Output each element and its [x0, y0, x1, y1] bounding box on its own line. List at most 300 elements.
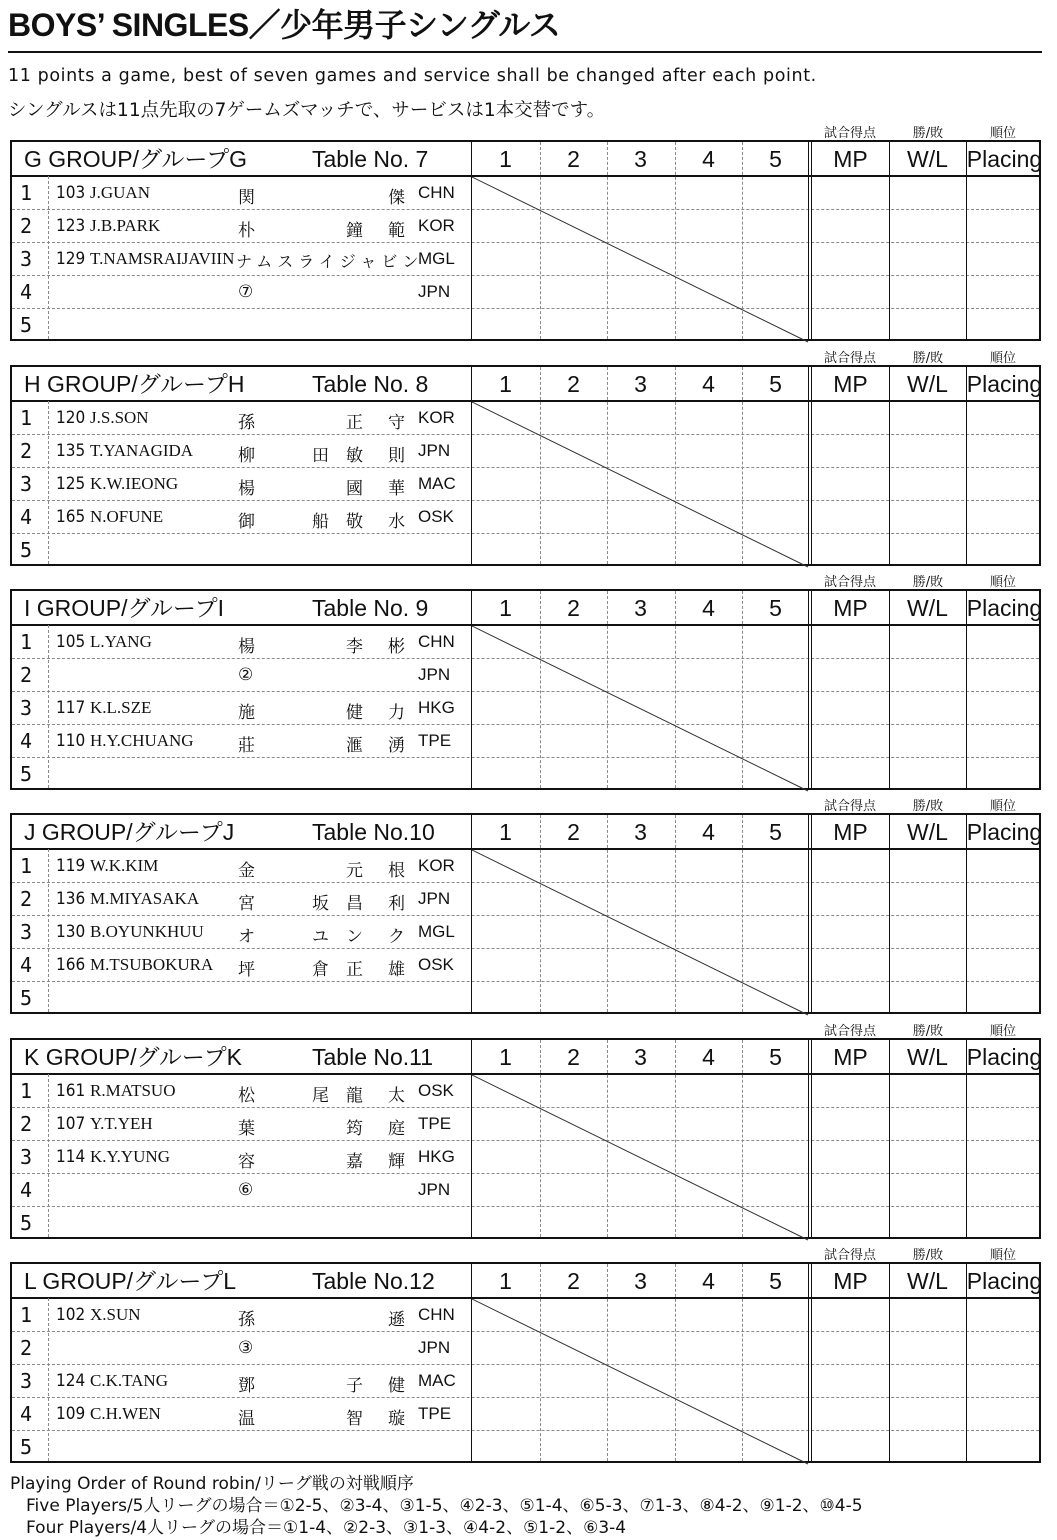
- caption-wl: 勝/敗: [912, 126, 944, 141]
- row-number: 1: [20, 854, 33, 878]
- entry-number: 103: [56, 183, 86, 203]
- player-name-kanji: 滙: [346, 736, 363, 756]
- diagonal-line: [472, 850, 808, 1015]
- player-name-kanji: 正: [346, 960, 363, 980]
- result-column-divider: [889, 1040, 890, 1237]
- game-column-header: 2: [567, 595, 580, 621]
- group-table: [10, 813, 1041, 1014]
- country-code: OSK: [418, 955, 454, 974]
- player-name: J.B.PARK: [90, 216, 161, 235]
- row-number: 1: [20, 1079, 33, 1103]
- player-name-kanji: 船: [312, 512, 329, 532]
- caption-wl: 勝/敗: [912, 1024, 944, 1039]
- result-column-divider: [889, 815, 890, 1012]
- country-code: MAC: [418, 1371, 456, 1390]
- player-row: [12, 1364, 472, 1397]
- country-code: JPN: [418, 889, 451, 908]
- row-number: 5: [20, 538, 33, 562]
- result-column-divider: [966, 142, 967, 339]
- placing-column-header: Placing: [966, 146, 1043, 172]
- group-table: [10, 1038, 1041, 1239]
- row-number: 2: [20, 439, 33, 463]
- row-number: 1: [20, 406, 33, 430]
- group-block: [0, 1242, 1057, 1466]
- caption-place: 順位: [989, 799, 1016, 814]
- group-table: [10, 1262, 1041, 1463]
- player-row: [12, 467, 472, 500]
- player-row: [12, 1173, 472, 1206]
- player-name-kanji: 太: [388, 1086, 405, 1106]
- player-name-kanji: 遜: [388, 1310, 405, 1330]
- player-name-kanji: 華: [388, 479, 405, 499]
- player-name-kanji: 國: [346, 479, 363, 499]
- row-number: 4: [20, 280, 33, 304]
- player-name-kanji: 傑: [388, 188, 405, 208]
- playing-order-footer: [10, 1473, 863, 1539]
- player-name-kanji: 御: [238, 512, 255, 532]
- group-table: [10, 365, 1041, 566]
- row-number: 1: [20, 181, 33, 205]
- player-row: [12, 434, 472, 467]
- player-name-kanji: 孫: [238, 1310, 255, 1330]
- game-column-header: 1: [499, 146, 512, 172]
- country-code: CHN: [418, 632, 455, 651]
- player-name-kanji: ⑥: [238, 1180, 254, 1200]
- game-column-header: 4: [702, 1044, 715, 1070]
- player-name-kanji: 庭: [388, 1119, 405, 1139]
- diagonal-strike: [472, 177, 809, 343]
- player-name: B.OYUNKHUU: [90, 922, 204, 941]
- player-row: [12, 1140, 472, 1173]
- game-column-header: 1: [499, 595, 512, 621]
- country-code: JPN: [418, 282, 451, 301]
- player-row: [12, 209, 472, 242]
- caption-place: 順位: [989, 1248, 1016, 1263]
- entry-number: 136: [56, 889, 86, 909]
- row-number: 3: [20, 1369, 33, 1393]
- page-title: BOYS’ SINGLES／少年男子シングルス: [8, 7, 561, 43]
- entry-number: 130: [56, 922, 86, 942]
- player-row: [12, 308, 472, 341]
- placing-column-header: Placing: [966, 371, 1043, 397]
- placing-column-header: Placing: [966, 1268, 1043, 1294]
- player-name-kanji: 鐘: [346, 221, 363, 241]
- player-name-kanji: 璇: [388, 1409, 405, 1429]
- game-column-header: 5: [769, 819, 782, 845]
- country-code: TPE: [418, 1114, 452, 1133]
- player-row: [12, 849, 472, 882]
- country-code: CHN: [418, 183, 455, 202]
- caption-place: 順位: [989, 351, 1016, 366]
- group-label: I GROUP/グループI: [24, 595, 225, 621]
- game-column-header: 3: [634, 371, 647, 397]
- entry-number: 114: [56, 1147, 86, 1167]
- five-player-order: Five Players/5人リーグの場合＝①2-5、②3-4、③1-5、④2-3、⑤1-4、⑥5-3、⑦1-3、⑧4-2、⑨1-2、⑩4-5: [26, 1496, 863, 1516]
- game-column-header: 2: [567, 371, 580, 397]
- entry-number: 165: [56, 507, 86, 527]
- table-number: Table No.12: [312, 1268, 435, 1294]
- country-code: HKG: [418, 698, 455, 717]
- entry-number: 119: [56, 856, 86, 876]
- entry-number: 107: [56, 1114, 86, 1134]
- mp-column-header: MP: [833, 595, 868, 621]
- group-block: [0, 1018, 1057, 1242]
- player-name: W.K.KIM: [90, 856, 159, 875]
- player-row: [12, 176, 472, 209]
- caption-mp: 試合得点: [823, 351, 876, 366]
- row-number: 3: [20, 696, 33, 720]
- game-column-header: 1: [499, 371, 512, 397]
- player-name: K.Y.YUNG: [90, 1147, 170, 1166]
- playing-order-heading: Playing Order of Round robin/リーグ戦の対戦順序: [10, 1474, 414, 1494]
- game-column-header: 3: [634, 595, 647, 621]
- mp-column-header: MP: [833, 819, 868, 845]
- mp-column-header: MP: [833, 1268, 868, 1294]
- game-column-header: 2: [567, 146, 580, 172]
- country-code: JPN: [418, 1180, 451, 1199]
- country-code: TPE: [418, 731, 452, 750]
- diagonal-line: [472, 1299, 808, 1464]
- country-code: KOR: [418, 856, 455, 875]
- group-block: [0, 793, 1057, 1017]
- game-column-header: 3: [634, 1044, 647, 1070]
- diagonal-strike: [472, 1299, 809, 1465]
- result-column-divider: [966, 591, 967, 788]
- entry-number: 161: [56, 1081, 86, 1101]
- entry-number: 117: [56, 698, 86, 718]
- country-code: KOR: [418, 216, 455, 235]
- placing-column-header: Placing: [966, 819, 1043, 845]
- player-name-kanji: 楊: [238, 637, 255, 657]
- game-column-header: 5: [769, 1268, 782, 1294]
- player-name: X.SUN: [90, 1305, 141, 1324]
- diagonal-line: [472, 626, 808, 791]
- player-name-kanji: 筠: [346, 1119, 363, 1139]
- player-name-kanji: 朴: [238, 221, 255, 241]
- placing-column-header: Placing: [966, 1044, 1043, 1070]
- group-label: K GROUP/グループK: [24, 1044, 242, 1070]
- entry-number: 109: [56, 1404, 86, 1424]
- country-code: JPN: [418, 1338, 451, 1357]
- player-name-kanji: ⑦: [238, 282, 254, 302]
- player-name-kanji: 則: [388, 446, 405, 466]
- game-column-header: 5: [769, 146, 782, 172]
- game-column-header: 4: [702, 146, 715, 172]
- game-column-header: 2: [567, 819, 580, 845]
- player-row: [12, 1331, 472, 1364]
- game-column-header: 2: [567, 1044, 580, 1070]
- player-name: C.K.TANG: [90, 1371, 168, 1390]
- row-number: 4: [20, 505, 33, 529]
- table-number: Table No. 8: [312, 371, 429, 397]
- game-column-header: 1: [499, 1044, 512, 1070]
- player-name: H.Y.CHUANG: [90, 731, 194, 750]
- player-name-kanji: ②: [238, 665, 254, 685]
- result-column-divider: [966, 815, 967, 1012]
- row-number: 2: [20, 663, 33, 687]
- player-name-kanji: 松: [238, 1086, 255, 1106]
- player-name-kanji: 正: [346, 413, 363, 433]
- player-name-kanji: 莊: [238, 736, 255, 756]
- caption-place: 順位: [989, 126, 1016, 141]
- player-name: J.S.SON: [90, 408, 149, 427]
- wl-column-header: W/L: [907, 146, 948, 172]
- result-column-divider: [889, 1264, 890, 1461]
- player-name-kanji: 智: [346, 1409, 363, 1429]
- caption-place: 順位: [989, 1024, 1016, 1039]
- diagonal-line: [472, 402, 808, 567]
- game-column-header: 4: [702, 1268, 715, 1294]
- result-column-divider: [966, 1264, 967, 1461]
- player-name: K.W.IEONG: [90, 474, 179, 493]
- row-number: 3: [20, 1145, 33, 1169]
- diagonal-strike: [472, 850, 809, 1016]
- country-code: HKG: [418, 1147, 455, 1166]
- player-name-kanji: 施: [238, 703, 255, 723]
- player-name-kanji: 関: [238, 188, 255, 208]
- table-number: Table No.11: [312, 1044, 434, 1070]
- game-column-header: 1: [499, 1268, 512, 1294]
- player-name-kanji: 子: [346, 1376, 363, 1396]
- result-column-divider: [966, 1040, 967, 1237]
- player-name-kanji: ③: [238, 1338, 254, 1358]
- result-column-divider: [889, 367, 890, 564]
- row-number: 5: [20, 313, 33, 337]
- country-code: CHN: [418, 1305, 455, 1324]
- player-name-kanji: 尾: [312, 1086, 329, 1106]
- player-row: [12, 275, 472, 308]
- game-column-header: 5: [769, 1044, 782, 1070]
- group-label: L GROUP/グループL: [24, 1268, 237, 1294]
- player-name-kanji: 健: [388, 1376, 405, 1396]
- player-name: K.L.SZE: [90, 698, 152, 717]
- player-name-kanji: 田: [312, 446, 329, 466]
- country-code: OSK: [418, 507, 454, 526]
- player-name-kanji: 力: [388, 703, 405, 723]
- diagonal-line: [472, 1075, 808, 1240]
- player-name: M.TSUBOKURA: [90, 955, 214, 974]
- result-column-divider: [889, 591, 890, 788]
- player-name-kanji: 柳: [238, 446, 255, 466]
- game-column-header: 5: [769, 595, 782, 621]
- group-label: J GROUP/グループJ: [24, 819, 235, 845]
- player-name: L.YANG: [90, 632, 152, 651]
- player-row: [12, 1430, 472, 1463]
- group-block: [0, 345, 1057, 569]
- player-row: [12, 981, 472, 1014]
- four-player-order: Four Players/4人リーグの場合＝①1-4、②2-3、③1-3、④4-2、⑤1-2、⑥3-4: [26, 1518, 627, 1538]
- player-name-kanji: 鄧: [238, 1376, 255, 1396]
- caption-wl: 勝/敗: [912, 799, 944, 814]
- player-row: [12, 948, 472, 981]
- player-name-kana: ナムスライジャビン: [236, 252, 424, 271]
- row-number: 4: [20, 1178, 33, 1202]
- row-number: 5: [20, 762, 33, 786]
- player-name: R.MATSUO: [90, 1081, 176, 1100]
- player-name-kanji: 敬: [346, 512, 363, 532]
- entry-number: 129: [56, 249, 86, 269]
- caption-mp: 試合得点: [823, 575, 876, 590]
- player-name-kanji: 嘉: [346, 1152, 363, 1172]
- player-name-kanji: ン: [346, 927, 363, 947]
- row-number: 2: [20, 1336, 33, 1360]
- player-name-kanji: 容: [238, 1152, 255, 1172]
- row-number: 2: [20, 214, 33, 238]
- player-name-kanji: 李: [346, 637, 363, 657]
- entry-number: 125: [56, 474, 86, 494]
- player-name: C.H.WEN: [90, 1404, 161, 1423]
- caption-place: 順位: [989, 575, 1016, 590]
- entry-number: 135: [56, 441, 86, 461]
- player-name-kanji: ユ: [312, 927, 329, 947]
- player-row: [12, 915, 472, 948]
- country-code: TPE: [418, 1404, 452, 1423]
- wl-column-header: W/L: [907, 819, 948, 845]
- player-row: [12, 882, 472, 915]
- player-name-kanji: 水: [388, 512, 405, 532]
- player-name-kanji: 湧: [388, 736, 405, 756]
- game-column-header: 3: [634, 1268, 647, 1294]
- entry-number: 110: [56, 731, 86, 751]
- diagonal-strike: [472, 402, 809, 568]
- country-code: MGL: [418, 922, 455, 941]
- group-label: H GROUP/グループH: [24, 371, 245, 397]
- player-name-kanji: 倉: [312, 960, 329, 980]
- game-column-header: 3: [634, 146, 647, 172]
- player-name-kanji: 敏: [346, 446, 363, 466]
- row-number: 5: [20, 1211, 33, 1235]
- country-code: OSK: [418, 1081, 454, 1100]
- player-name: Y.T.YEH: [90, 1114, 153, 1133]
- country-code: JPN: [418, 665, 451, 684]
- player-name-kanji: 坂: [312, 894, 329, 914]
- caption-mp: 試合得点: [823, 1248, 876, 1263]
- player-name: T.NAMSRAIJAVIIN: [90, 249, 235, 268]
- player-name-kanji: オ: [238, 927, 255, 947]
- row-number: 1: [20, 1303, 33, 1327]
- player-name: T.YANAGIDA: [90, 441, 194, 460]
- game-column-header: 4: [702, 819, 715, 845]
- mp-column-header: MP: [833, 146, 868, 172]
- caption-mp: 試合得点: [823, 1024, 876, 1039]
- player-row: [12, 533, 472, 566]
- player-row: [12, 1397, 472, 1430]
- player-row: [12, 658, 472, 691]
- row-number: 3: [20, 247, 33, 271]
- player-row: [12, 757, 472, 790]
- player-row: [12, 1074, 472, 1107]
- row-number: 2: [20, 887, 33, 911]
- game-column-header: 3: [634, 819, 647, 845]
- rules-text-english: 11 points a game, best of seven games and service shall be changed after each point.: [8, 66, 817, 86]
- player-row: [12, 1298, 472, 1331]
- result-column-divider: [889, 142, 890, 339]
- country-code: MAC: [418, 474, 456, 493]
- row-number: 3: [20, 920, 33, 944]
- mp-column-header: MP: [833, 371, 868, 397]
- mp-column-header: MP: [833, 1044, 868, 1070]
- player-row: [12, 724, 472, 757]
- player-name-kanji: 龍: [346, 1086, 363, 1106]
- player-name-kanji: 健: [346, 703, 363, 723]
- player-row: [12, 401, 472, 434]
- country-code: JPN: [418, 441, 451, 460]
- diagonal-strike: [472, 626, 809, 792]
- player-name-kanji: 利: [388, 894, 405, 914]
- player-row: [12, 1107, 472, 1140]
- caption-wl: 勝/敗: [912, 351, 944, 366]
- player-row: [12, 500, 472, 533]
- row-number: 4: [20, 953, 33, 977]
- game-column-header: 1: [499, 819, 512, 845]
- player-name: J.GUAN: [90, 183, 150, 202]
- game-column-header: 4: [702, 595, 715, 621]
- player-name-kanji: 雄: [388, 960, 405, 980]
- diagonal-line: [472, 177, 808, 342]
- player-name-kanji: 楊: [238, 479, 255, 499]
- entry-number: 123: [56, 216, 86, 236]
- player-name-kanji: 温: [238, 1409, 255, 1429]
- row-number: 1: [20, 630, 33, 654]
- player-name: N.OFUNE: [90, 507, 164, 526]
- row-number: 4: [20, 729, 33, 753]
- row-number: 5: [20, 986, 33, 1010]
- entry-number: 105: [56, 632, 86, 652]
- player-name-kanji: 金: [238, 861, 255, 881]
- player-row: [12, 1206, 472, 1239]
- player-name-kanji: 葉: [238, 1119, 255, 1139]
- row-number: 3: [20, 472, 33, 496]
- player-name: M.MIYASAKA: [90, 889, 200, 908]
- caption-wl: 勝/敗: [912, 1248, 944, 1263]
- placing-column-header: Placing: [966, 595, 1043, 621]
- group-table: [10, 140, 1041, 341]
- wl-column-header: W/L: [907, 371, 948, 397]
- table-number: Table No. 9: [312, 595, 429, 621]
- row-number: 5: [20, 1435, 33, 1459]
- country-code: MGL: [418, 249, 455, 268]
- entry-number: 124: [56, 1371, 86, 1391]
- player-name-kanji: 範: [388, 221, 405, 241]
- entry-number: 166: [56, 955, 86, 975]
- game-column-header: 2: [567, 1268, 580, 1294]
- rules-text-japanese: シングルスは11点先取の7ゲームズマッチで、サービスは1本交替です。: [8, 100, 606, 121]
- player-row: [12, 625, 472, 658]
- wl-column-header: W/L: [907, 1268, 948, 1294]
- table-number: Table No.10: [312, 819, 435, 845]
- row-number: 4: [20, 1402, 33, 1426]
- group-table: [10, 589, 1041, 790]
- caption-mp: 試合得点: [823, 126, 876, 141]
- country-code: KOR: [418, 408, 455, 427]
- player-name-kanji: 輝: [388, 1152, 405, 1172]
- entry-number: 120: [56, 408, 86, 428]
- table-number: Table No. 7: [312, 146, 429, 172]
- game-column-header: 4: [702, 371, 715, 397]
- caption-wl: 勝/敗: [912, 575, 944, 590]
- player-name-kanji: 昌: [346, 894, 363, 914]
- player-name-kanji: 彬: [388, 637, 405, 657]
- player-name-kanji: 孫: [238, 413, 255, 433]
- game-column-header: 5: [769, 371, 782, 397]
- diagonal-strike: [472, 1075, 809, 1241]
- group-label: G GROUP/グループG: [24, 146, 248, 172]
- result-column-divider: [966, 367, 967, 564]
- group-block: [0, 120, 1057, 344]
- player-name-kanji: 守: [388, 413, 405, 433]
- entry-number: 102: [56, 1305, 86, 1325]
- player-name-kanji: 元: [346, 861, 363, 881]
